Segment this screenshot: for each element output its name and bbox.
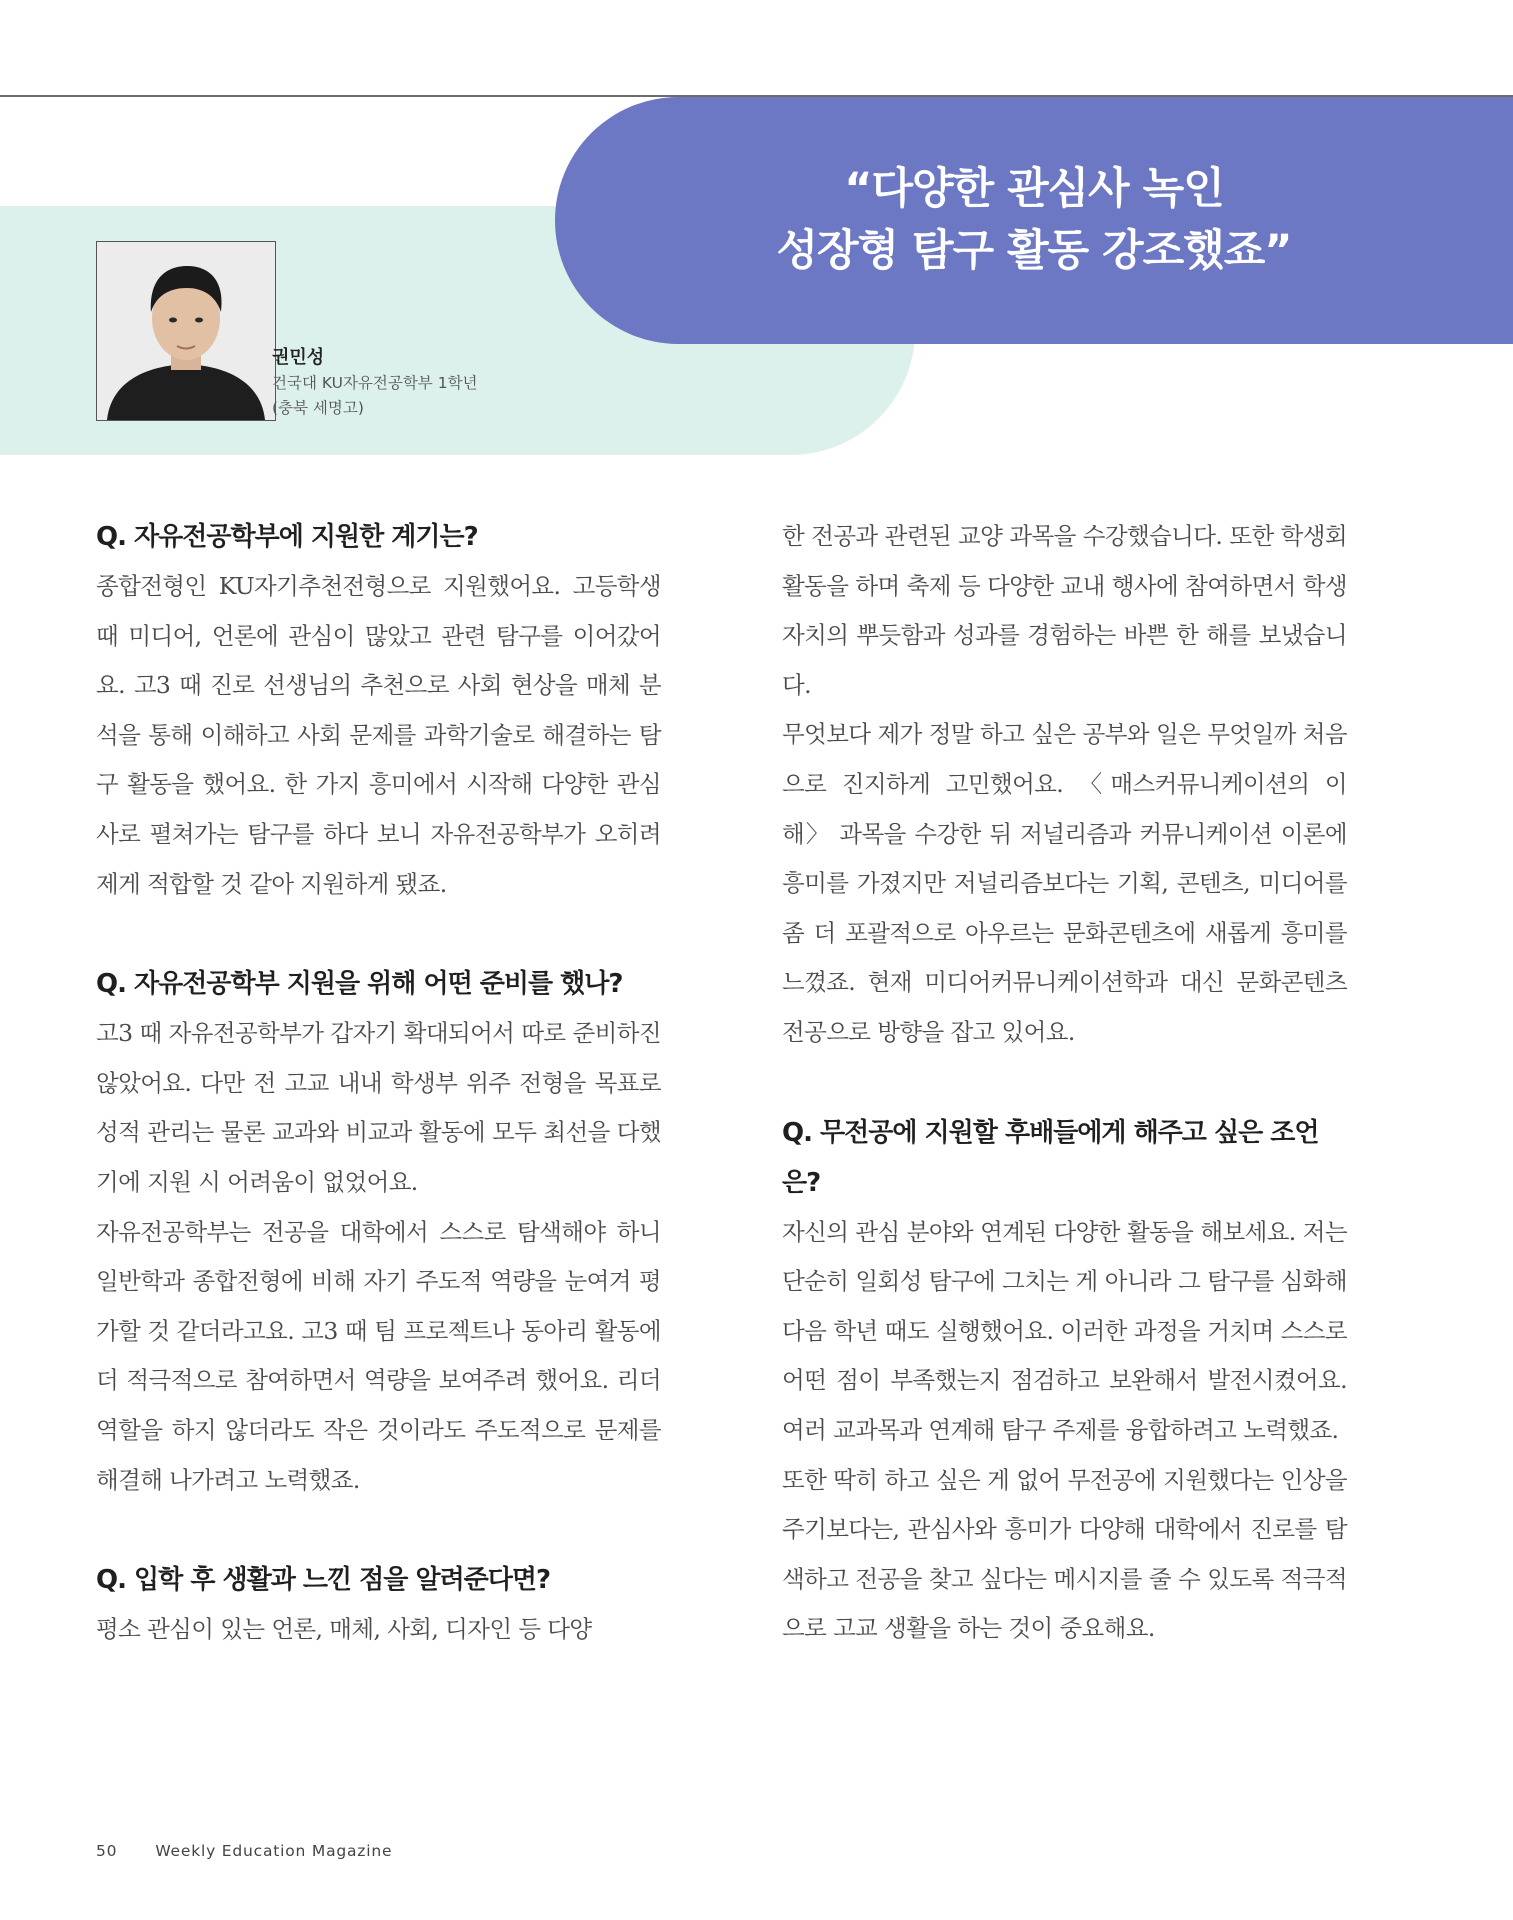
question-2: Q. 자유전공학부 지원을 위해 어떤 준비를 했나? <box>96 969 623 1000</box>
headline-line-2: 성장형 탐구 활동 강조했죠” <box>776 226 1292 276</box>
answer-4-paragraph-2: 또한 딱히 하고 싶은 게 없어 무전공에 지원했다는 인상을 주기보다는, 관심사와 흥미가 다양해 대학에서 진로를 탐색하고 전공을 찾고 싶다는 메시지를 줄 수 있도록 적극적으로 고교 생활을 하는 것이 중요해요. <box>782 1465 1347 1643</box>
article-column-right <box>782 512 1347 1654</box>
magazine-name: Weekly Education Magazine <box>155 1842 393 1860</box>
profile-info <box>272 345 478 421</box>
answer-4-paragraph-1: 자신의 관심 분야와 연계된 다양한 활동을 해보세요. 저는 단순히 일회성 탐구에 그치는 게 아니라 그 탐구를 심화해 다음 학년 때도 실행했어요. 이러한 과정을 거치며 스스로 어떤 점이 부족했는지 점검하고 보완해서 발전시켰어요. 여러 교과목과 연계해 탐구 주제를 융합하려고 노력했죠. <box>782 1217 1347 1444</box>
page-number: 50 <box>96 1842 118 1860</box>
answer-3-start: 평소 관심이 있는 언론, 매체, 사회, 디자인 등 다양 <box>96 1615 592 1644</box>
answer-3-continued: 한 전공과 관련된 교양 과목을 수강했습니다. 또한 학생회 활동을 하며 축제 등 다양한 교내 행사에 참여하면서 학생 자치의 뿌듯함과 성과를 경험하는 바쁜 한 해를 보냈습니다. <box>782 522 1347 699</box>
question-4: Q. 무전공에 지원할 후배들에게 해주고 싶은 조언은? <box>782 1117 1319 1198</box>
answer-1: 종합전형인 KU자기추천전형으로 지원했어요. 고등학생 때 미디어, 언론에 관심이 많았고 관련 탐구를 이어갔어요. 고3 때 진로 선생님의 추천으로 사회 현상을 매체 분석을 통해 이해하고 사회 문제를 과학기술로 해결하는 탐구 활동을 했어요. 한 가지 흥미에서 시작해 다양한 관심사로 펼쳐가는 탐구를 하다 보니 자유전공학부가 오히려 제게 적합할 것 같아 지원하게 됐죠. <box>96 572 661 898</box>
answer-2-paragraph-2: 자유전공학부는 전공을 대학에서 스스로 탐색해야 하니 일반학과 종합전형에 비해 자기 주도적 역량을 눈여겨 평가할 것 같더라고요. 고3 때 팀 프로젝트나 동아리 활동에 더 적극적으로 참여하면서 역량을 보여주려 했어요. 리더 역할을 하지 않더라도 작은 것이라도 주도적으로 문제를 해결해 나가려고 노력했죠. <box>96 1217 661 1494</box>
page-footer <box>96 1842 430 1860</box>
question-1: Q. 자유전공학부에 지원한 계기는? <box>96 522 478 552</box>
answer-2-paragraph-1: 고3 때 자유전공학부가 갑자기 확대되어서 따로 준비하진 않았어요. 다만 전 고교 내내 학생부 위주 전형을 목표로 성적 관리는 물론 교과와 비교과 활동에 모두 최선을 다했기에 지원 시 어려움이 없었어요. <box>96 1019 661 1196</box>
headline-line-1: “다양한 관심사 녹인 <box>844 164 1224 214</box>
answer-3-paragraph-2: 무엇보다 제가 정말 하고 싶은 공부와 일은 무엇일까 처음으로 진지하게 고민했어요. 〈매스커뮤니케이션의 이해〉 과목을 수강한 뒤 저널리즘과 커뮤니케이션 이론에 흥미를 가졌지만 저널리즘보다는 기획, 콘텐츠, 미디어를 좀 더 포괄적으로 아우르는 문화콘텐츠에 새롭게 흥미를 느꼈죠. 현재 미디어커뮤니케이션학과 대신 문화콘텐츠 전공으로 방향을 잡고 있어요. <box>782 720 1347 1046</box>
question-3: Q. 입학 후 생활과 느낀 점을 알려준다면? <box>96 1565 551 1596</box>
headline-quote <box>555 158 1513 282</box>
student-name: 권민성 <box>272 347 325 368</box>
profile-photo <box>96 241 276 421</box>
article-column-left <box>96 512 661 1655</box>
student-affiliation: 건국대 KU자유전공학부 1학년 <box>272 374 478 392</box>
student-school: (충북 세명고) <box>272 399 364 417</box>
